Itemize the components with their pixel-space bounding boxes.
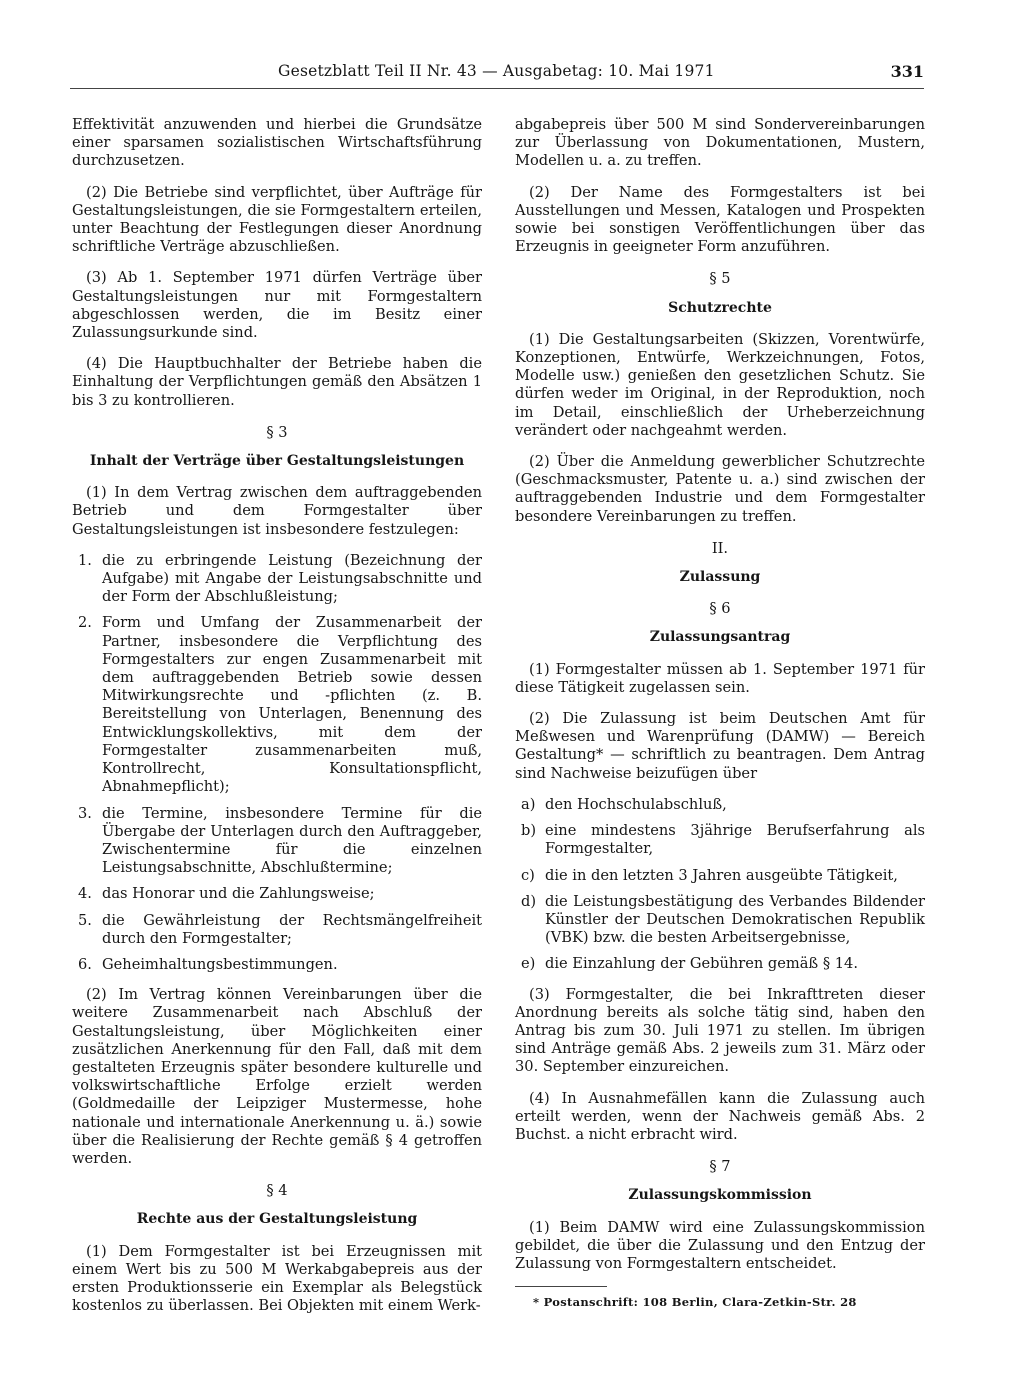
- list-item-number: 2.: [78, 614, 92, 632]
- list-item-letter: d): [521, 892, 537, 910]
- paragraph: (2) Die Betriebe sind verpflichtet, über Aufträge für Gestaltungsleistungen, die sie Formgestaltern erteilen, unter Beachtung der Festlegungen dieser Anordnung schriftliche Verträge abzuschließen.: [72, 183, 482, 256]
- list-item-text: die Leistungsbestätigung des Verbandes Bildender Künstler der Deutschen Demokratischen Republik (VBK) bzw. die besten Arbeitsergebnisse,: [545, 892, 925, 947]
- paragraph: (3) Formgestalter, die bei Inkrafttreten dieser Anordnung bereits als solche tätig sind, haben den Antrag bis zum 30. Juli 1971 zu stellen. Im übrigen sind Anträge gemäß Abs. 2 jeweils zum 31. März oder 30. September einzureichen.: [515, 985, 925, 1076]
- section-number: § 7: [709, 1158, 731, 1176]
- paragraph: (4) Die Hauptbuchhalter der Betriebe haben die Einhaltung der Verpflichtungen gemäß den Absätzen 1 bis 3 zu kontrollieren.: [72, 355, 482, 409]
- part-heading: Zulassung: [679, 569, 761, 586]
- paragraph: Effektivität anzuwenden und hierbei die Grundsätze einer sparsamen sozialistischen Wirtschaftsführung durchzusetzen.: [72, 116, 482, 170]
- list-item-text: die zu erbringende Leistung (Bezeichnung der Aufgabe) mit Angabe der Leistungsabschnitte und der Form der Abschlußleistung;: [102, 551, 482, 606]
- list-item-text: den Hochschulabschluß,: [545, 795, 727, 813]
- section-number: § 6: [709, 600, 731, 618]
- part-number: II.: [711, 539, 729, 557]
- section-heading: Schutzrechte: [668, 299, 772, 316]
- numbered-list: [72, 552, 482, 974]
- list-item-text: die Termine, insbesondere Termine für die Übergabe der Unterlagen durch den Auftraggeber, Zwischentermine für die einzelnen Leistungsabschnitte, Abschlußtermine;: [102, 804, 482, 877]
- list-item: [515, 893, 925, 948]
- section-heading: Zulassungskommission: [628, 1187, 812, 1204]
- list-item-text: die Einzahlung der Gebühren gemäß § 14.: [545, 955, 858, 973]
- list-item: [515, 822, 925, 858]
- list-item: [72, 614, 482, 796]
- paragraph: (1) Dem Formgestalter ist bei Erzeugnissen mit einem Wert bis zu 500 M Werkabgabepreis aus der ersten Produktionsserie ein Exemplar als Belegstück kostenlos zu überlassen. Bei Objekten mit einem Werk-: [72, 1242, 482, 1315]
- list-item-letter: a): [521, 795, 536, 813]
- paragraph: (2) Über die Anmeldung gewerblicher Schutzrechte (Geschmacksmuster, Patente u. a.) sind zwischen der auftraggebenden Industrie und dem Formgestalter besondere Vereinbarungen zu treffen.: [515, 453, 925, 525]
- section-number: § 5: [709, 270, 731, 288]
- header-rule: [70, 88, 924, 89]
- section-heading: Inhalt der Verträge über Gestaltungsleistungen: [89, 453, 465, 470]
- list-item-number: 6.: [78, 955, 92, 973]
- list-item: [72, 552, 482, 607]
- footnote-rule: [515, 1286, 607, 1287]
- paragraph: (1) Die Gestaltungsarbeiten (Skizzen, Vorentwürfe, Konzeptionen, Entwürfe, Werkzeichnungen, Fotos, Modelle usw.) genießen den gesetzlichen Schutz. Sie dürfen weder im Original, in der Reproduktion, noch im Detail, einschließlich der Urheberzeichnung verändert oder nachgeahmt werden.: [515, 330, 925, 439]
- right-column: [515, 116, 925, 1311]
- paragraph: (2) Im Vertrag können Vereinbarungen über die weitere Zusammenarbeit nach Abschluß der Gestaltungsleistung, über Möglichkeiten einer zusätzlichen Anerkennung für den Fall, daß mit dem gestalteten Erzeugnis später besondere kulturelle und volkswirtschaftliche Erfolge erzielt werden (Goldmedaille der Leipziger Mustermesse, hohe nationale und internationale Anerkennung u. ä.) sowie über die Realisierung der Rechte gemäß § 4 getroffen werden.: [72, 986, 482, 1167]
- paragraph: abgabepreis über 500 M sind Sondervereinbarungen zur Überlassung von Dokumentationen, Mustern, Modellen u. a. zu treffen.: [515, 116, 925, 170]
- list-item-text: Form und Umfang der Zusammenarbeit der Partner, insbesondere die Verpflichtung des Formgestalters zur engen Zusammenarbeit mit dem auftraggebenden Betrieb sowie dessen Mitwirkungsrechte und -pflichten (z. B. Bereitstellung von Unterlagen, Benennung des Entwicklungskollektivs, mit dem der Formgestalter zusammenarbeiten muß, Kontrollrecht, Konsultationspflicht, Abnahmepflicht);: [102, 614, 482, 796]
- list-item: [515, 955, 925, 973]
- paragraph: (1) Formgestalter müssen ab 1. September 1971 für diese Tätigkeit zugelassen sein.: [515, 660, 925, 696]
- paragraph: (1) In dem Vertrag zwischen dem auftraggebenden Betrieb und dem Formgestalter über Gestaltungsleistungen ist insbesondere festzulegen:: [72, 484, 482, 538]
- list-item-letter: e): [521, 955, 536, 973]
- page-number: 331: [890, 62, 924, 81]
- list-item-number: 3.: [78, 804, 92, 822]
- list-item-text: Geheimhaltungsbestimmungen.: [102, 955, 338, 973]
- lettered-list: [515, 796, 925, 974]
- list-item: [72, 885, 482, 903]
- section-heading: Zulassungsantrag: [649, 629, 791, 646]
- list-item-number: 5.: [78, 911, 92, 929]
- section-number: § 4: [266, 1182, 288, 1200]
- list-item: [72, 912, 482, 948]
- list-item: [72, 805, 482, 878]
- section-heading: Rechte aus der Gestaltungsleistung: [136, 1211, 418, 1228]
- paragraph: (4) In Ausnahmefällen kann die Zulassung auch erteilt werden, wenn der Nachweis gemäß Abs. 2 Buchst. a nicht erbracht wird.: [515, 1089, 925, 1143]
- footnote: * Postanschrift: 108 Berlin, Clara-Zetkin-Str. 28: [533, 1295, 857, 1310]
- list-item-number: 4.: [78, 885, 92, 903]
- paragraph: (2) Die Zulassung ist beim Deutschen Amt für Meßwesen und Warenprüfung (DAMW) — Bereich Gestaltung* — schriftlich zu beantragen. Dem Antrag sind Nachweise beizufügen über: [515, 710, 925, 782]
- list-item-text: eine mindestens 3jährige Berufserfahrung als Formgestalter,: [545, 822, 925, 858]
- list-item: [72, 956, 482, 974]
- list-item-letter: c): [521, 866, 535, 884]
- list-item-number: 1.: [78, 551, 92, 569]
- list-item: [515, 796, 925, 814]
- list-item-letter: b): [521, 822, 537, 840]
- list-item-text: die Gewährleistung der Rechtsmängelfreiheit durch den Formgestalter;: [102, 911, 482, 947]
- list-item-text: die in den letzten 3 Jahren ausgeübte Tätigkeit,: [545, 866, 898, 884]
- paragraph: (3) Ab 1. September 1971 dürfen Verträge über Gestaltungsleistungen nur mit Formgestaltern abgeschlossen werden, die im Besitz einer Zulassungsurkunde sind.: [72, 269, 482, 342]
- list-item-text: das Honorar und die Zahlungsweise;: [102, 885, 375, 903]
- section-number: § 3: [266, 423, 288, 441]
- list-item: [515, 867, 925, 885]
- left-column: [72, 116, 482, 1328]
- paragraph: (1) Beim DAMW wird eine Zulassungskommission gebildet, die über die Zulassung und den Entzug der Zulassung von Formgestaltern entscheidet.: [515, 1218, 925, 1272]
- page-header-title: Gesetzblatt Teil II Nr. 43 — Ausgabetag: 10. Mai 1971: [278, 62, 715, 80]
- paragraph: (2) Der Name des Formgestalters ist bei Ausstellungen und Messen, Katalogen und Prospekten sowie bei sonstigen Veröffentlichungen über das Erzeugnis in geeigneter Form anzuführen.: [515, 183, 925, 256]
- page-header: [70, 62, 924, 86]
